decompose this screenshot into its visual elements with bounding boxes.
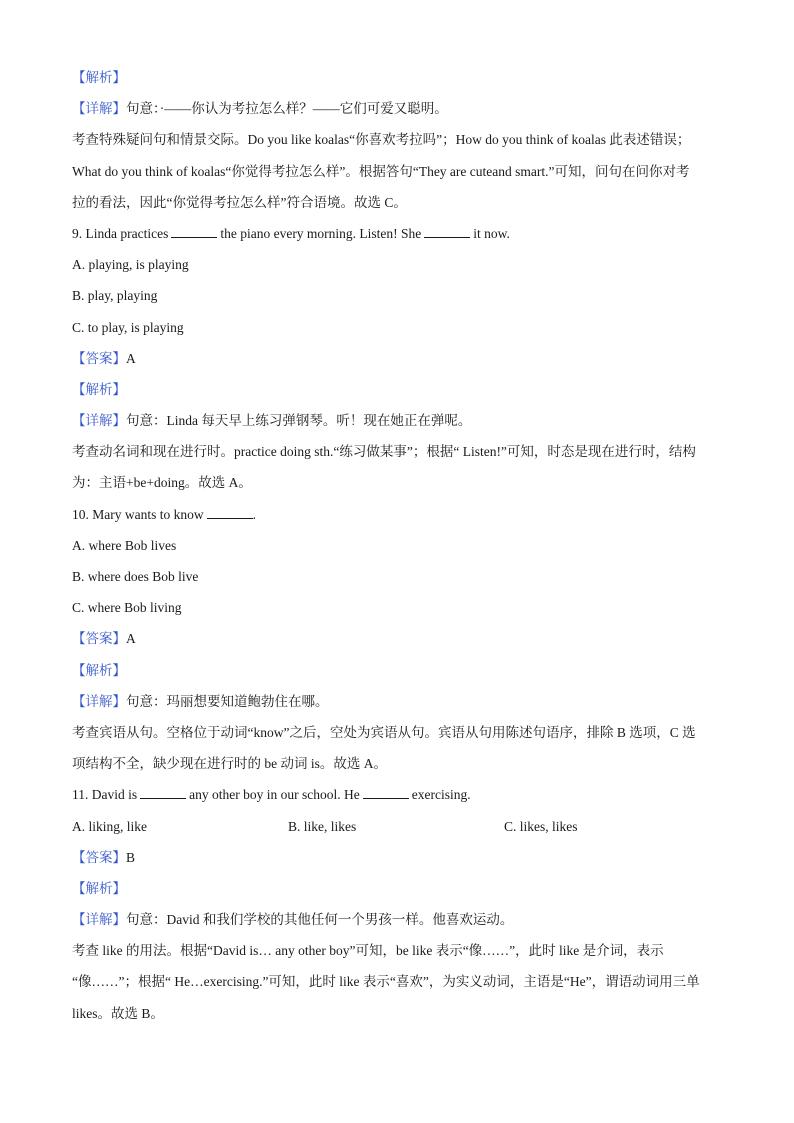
question-text-pre: 9. Linda practices [72, 225, 169, 241]
text-line [72, 312, 722, 343]
section-tag-line [72, 405, 722, 436]
paragraph-text: C. where Bob living [72, 600, 182, 616]
text-line [72, 280, 722, 311]
section-tag: 【详解】 [72, 693, 126, 709]
section-tag: 【答案】 [72, 350, 126, 366]
text-line [72, 187, 722, 218]
paragraph-text: 拉的看法，因此“你觉得考拉怎么样”符合语境。故选 C。 [72, 194, 407, 210]
section-tag-text: A [126, 350, 136, 366]
option-item: B. like, likes [288, 818, 357, 834]
section-tag-label: 详解 [85, 413, 113, 429]
question-text-mid: any other boy in our school. He [189, 787, 360, 803]
text-line [72, 935, 722, 966]
section-tag: 【详解】 [72, 101, 126, 117]
text-line [72, 249, 722, 280]
section-tag-line [72, 655, 722, 686]
question-text-post: exercising. [411, 787, 471, 803]
question-text-pre: 10. Mary wants to know [72, 506, 204, 522]
answer-blank [424, 225, 470, 238]
question-text-post: . [252, 506, 256, 522]
text-line [72, 124, 722, 155]
text-line [72, 436, 722, 467]
section-tag-label: 解析 [85, 70, 113, 85]
text-line [72, 998, 722, 1029]
section-tag-text: 句意：·——你认为考拉怎么样？——它们可爱又聪明。 [126, 101, 448, 117]
section-tag-label: 答案 [85, 849, 113, 865]
paragraph-text: 项结构不全，缺少现在进行时的 be 动词 is。故选 A。 [72, 756, 387, 772]
section-tag-text: 句意：David 和我们学校的其他任何一个男孩一样。他喜欢运动。 [126, 912, 514, 928]
section-tag-line [72, 873, 722, 904]
paragraph-text: C. to play, is playing [72, 319, 184, 335]
section-tag-line [72, 904, 722, 935]
answer-blank [171, 225, 217, 238]
section-tag-label: 详解 [85, 693, 113, 709]
text-line [72, 561, 722, 592]
section-tag-text: 句意：Linda 每天早上练习弹钢琴。听！现在她正在弹呢。 [126, 413, 472, 429]
paragraph-text: 考查宾语从句。空格位于动词“know”之后，空处为宾语从句。宾语从句用陈述句语序，排除 B 选项，C 选 [72, 724, 696, 740]
section-tag-label: 答案 [85, 631, 113, 647]
section-tag-line [72, 62, 722, 93]
section-tag: 【解析】 [72, 880, 126, 896]
answer-blank [140, 786, 186, 799]
paragraph-text: 为：主语+be+doing。故选 A。 [72, 475, 252, 491]
section-tag-label: 详解 [85, 101, 113, 117]
paragraph-text: 考查特殊疑问句和情景交际。Do you like koalas“你喜欢考拉吗”；How do you think of koalas 此表述错误； [72, 132, 691, 148]
question-stem [72, 218, 722, 249]
section-tag: 【答案】 [72, 631, 126, 647]
answer-blank [207, 506, 253, 519]
paragraph-text: “像……”；根据“ He…exercising.”可知，此时 like 表示“喜欢”，为实义动词，主语是“He”，谓语动词用三单 [72, 974, 700, 990]
section-tag-label: 详解 [85, 912, 113, 928]
text-line [72, 156, 722, 187]
paragraph-text: What do you think of koalas“你觉得考拉怎么样”。根据答句“They are cuteand smart.”可知，问句在问你对考 [72, 163, 690, 179]
section-tag: 【详解】 [72, 912, 126, 928]
question-text-post: it now. [473, 225, 510, 241]
question-text-pre: 11. David is [72, 787, 138, 803]
section-tag-line [72, 842, 722, 873]
paragraph-text: B. where does Bob live [72, 569, 199, 584]
section-tag-line [72, 686, 722, 717]
section-tag-line [72, 93, 722, 124]
text-line [72, 748, 722, 779]
section-tag-text: B [126, 849, 136, 865]
document-page [72, 62, 722, 1029]
section-tag: 【解析】 [72, 662, 126, 678]
section-tag-line [72, 343, 722, 374]
section-tag-line [72, 623, 722, 654]
question-stem [72, 779, 722, 810]
question-text-mid: the piano every morning. Listen! She [220, 225, 422, 241]
section-tag-label: 解析 [85, 880, 113, 896]
text-line [72, 530, 722, 561]
section-tag-text: A [126, 631, 136, 647]
section-tag: 【解析】 [72, 70, 126, 85]
text-line [72, 717, 722, 748]
section-tag-text: 句意：玛丽想要知道鲍勃住在哪。 [126, 693, 329, 709]
paragraph-text: A. where Bob lives [72, 537, 177, 553]
paragraph-text: A. playing, is playing [72, 257, 189, 273]
paragraph-text: 考查动名词和现在进行时。practice doing sth.“练习做某事”；根据“ Listen!”可知，时态是现在进行时，结构 [72, 444, 696, 460]
answer-blank [363, 786, 409, 799]
paragraph-text: likes。故选 B。 [72, 1005, 164, 1021]
section-tag-label: 解析 [85, 381, 113, 397]
section-tag-line [72, 374, 722, 405]
text-line [72, 467, 722, 498]
section-tag-label: 答案 [85, 350, 113, 366]
question-stem [72, 499, 722, 530]
options-row [72, 811, 722, 842]
section-tag: 【解析】 [72, 381, 126, 397]
option-item: C. likes, likes [504, 818, 578, 834]
paragraph-text: 考查 like 的用法。根据“David is… any other boy”可知，be like 表示“像……”，此时 like 是介词，表示 [72, 943, 664, 959]
section-tag-label: 解析 [85, 662, 113, 678]
paragraph-text: B. play, playing [72, 288, 158, 304]
section-tag: 【答案】 [72, 849, 126, 865]
section-tag: 【详解】 [72, 413, 126, 429]
text-line [72, 592, 722, 623]
text-line [72, 966, 722, 997]
option-item: A. liking, like [72, 818, 147, 834]
